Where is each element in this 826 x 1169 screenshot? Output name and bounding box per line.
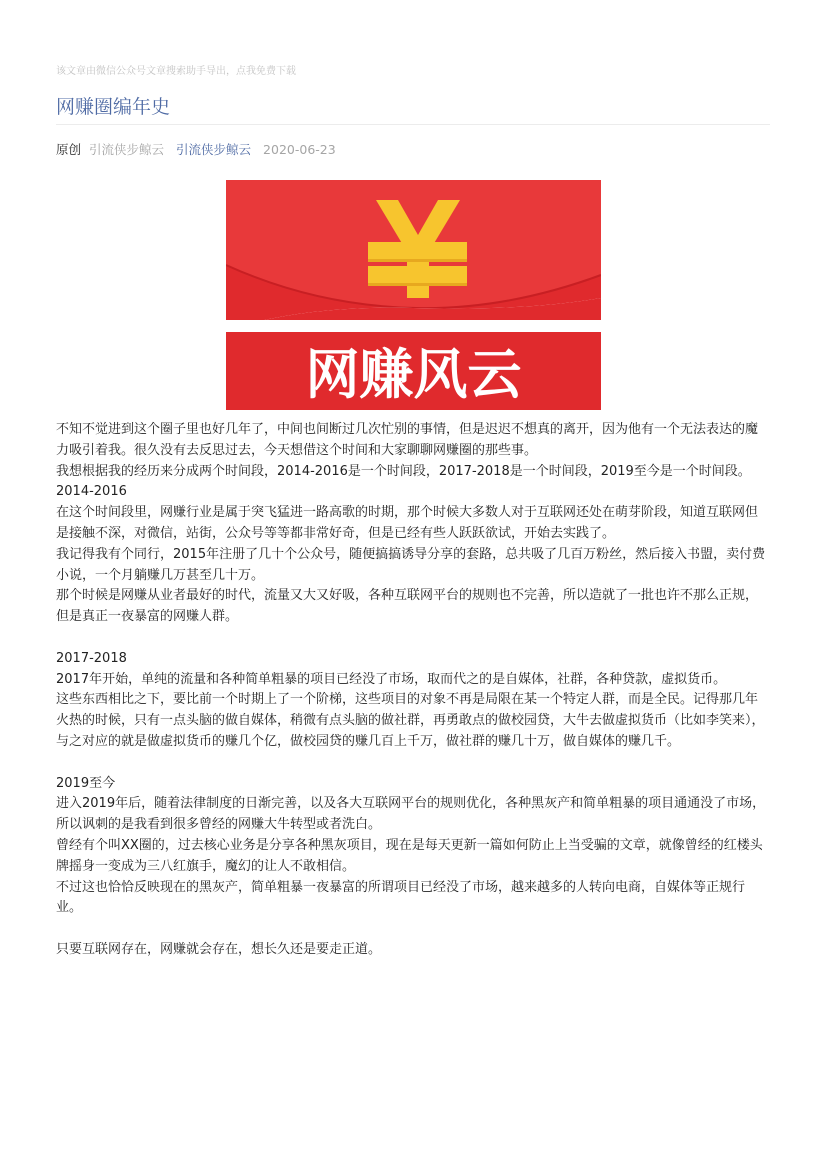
account-link[interactable]: 引流侠步鲸云 bbox=[176, 142, 252, 157]
paragraph: 进入2019年后，随着法律制度的日渐完善，以及各大互联网平台的规则优化，各种黑灰产和简单粗暴的项目通通没了市场，所以讽刺的是我看到很多曾经的网赚大牛转型或者洗白。 bbox=[56, 796, 766, 833]
white-stripe bbox=[226, 320, 601, 332]
paragraph: 2017年开始，单纯的流量和各种简单粗暴的项目已经没了市场，取而代之的是自媒体，社群，各种贷款，虚拟货币。 bbox=[56, 671, 727, 687]
cover-graphic bbox=[226, 180, 601, 410]
blank-line bbox=[56, 919, 770, 940]
paragraph: 在这个时间段里，网赚行业是属于突飞猛进一路高歌的时期，那个时候大多数人对于互联网还处在萌芽阶段，知道互联网但是接触不深，对微信，站街，公众号等等都非常好奇，但是已经有些人跃跃欲试，开始去实践了。 bbox=[56, 505, 759, 541]
export-notice-link[interactable]: 该文章由微信公众号文章搜索助手导出，点我免费下载 bbox=[56, 66, 296, 77]
author-name: 引流侠步鲸云 bbox=[89, 142, 165, 157]
closing-paragraph: 只要互联网存在，网赚就会存在，想长久还是要走正道。 bbox=[56, 941, 382, 957]
paragraph: 曾经有个叫XX圈的，过去核心业务是分享各种黑灰项目，现在是每天更新一篇如何防止上当受骗的文章，就像曾经的红楼头牌摇身一变成为三八红旗手，魔幻的让人不敢相信。 bbox=[56, 837, 763, 874]
title-divider bbox=[56, 124, 770, 125]
paragraph: 不知不觉进到这个圈子里也好几年了，中间也间断过几次忙别的事情，但是迟迟不想真的离开，因为他有一个无法表达的魔力吸引着我。很久没有去反思过去，今天想借这个时间和大家聊聊网赚圈的那些事。 bbox=[56, 422, 759, 458]
publish-date: 2020-06-23 bbox=[263, 142, 336, 157]
original-badge: 原创 bbox=[56, 142, 82, 157]
paragraph: 不过这也恰恰反映现在的黑灰产，简单粗暴一夜暴富的所谓项目已经没了市场，越来越多的人转向电商，自媒体等正规行业。 bbox=[56, 879, 746, 916]
section-heading: 2014-2016 bbox=[56, 484, 127, 500]
paragraph: 这些东西相比之下，要比前一个时期上了一个阶梯，这些项目的对象不再是局限在某一个特定人群，而是全民。记得那几年火热的时候，只有一点头脑的做自媒体，稍微有点头脑的做社群，再勇敢点的做校园贷，大牛去做虚拟货币（比如李笑来），与之对应的就是做虚拟货币的赚几个亿，做校园贷的赚几百上千万，做社群的赚几十万，做自媒体的赚几千。 bbox=[56, 692, 765, 749]
section-heading: 2017-2018 bbox=[56, 650, 127, 666]
cover-image bbox=[226, 180, 601, 410]
article-body bbox=[56, 420, 770, 961]
blank-line bbox=[56, 628, 770, 649]
cover-text: 网赚风云 bbox=[305, 343, 522, 406]
section-heading: 2019至今 bbox=[56, 775, 116, 791]
blank-line bbox=[56, 753, 770, 774]
paragraph: 那个时候是网赚从业者最好的时代，流量又大又好吸，各种互联网平台的规则也不完善，所以造就了一批也许不那么正规，但是真正一夜暴富的网赚人群。 bbox=[56, 588, 759, 625]
article-title: 网赚圈编年史 bbox=[56, 96, 171, 118]
paragraph: 我记得我有个同行，2015年注册了几十个公众号，随便搞搞诱导分享的套路，总共吸了几百万粉丝，然后接入书盟，卖付费小说，一个月躺赚几万甚至几十万。 bbox=[56, 546, 766, 583]
paragraph: 我想根据我的经历来分成两个时间段，2014-2016是一个时间段，2017-2018是一个时间段，2019至今是一个时间段。 bbox=[56, 463, 751, 479]
article-meta bbox=[56, 140, 336, 158]
